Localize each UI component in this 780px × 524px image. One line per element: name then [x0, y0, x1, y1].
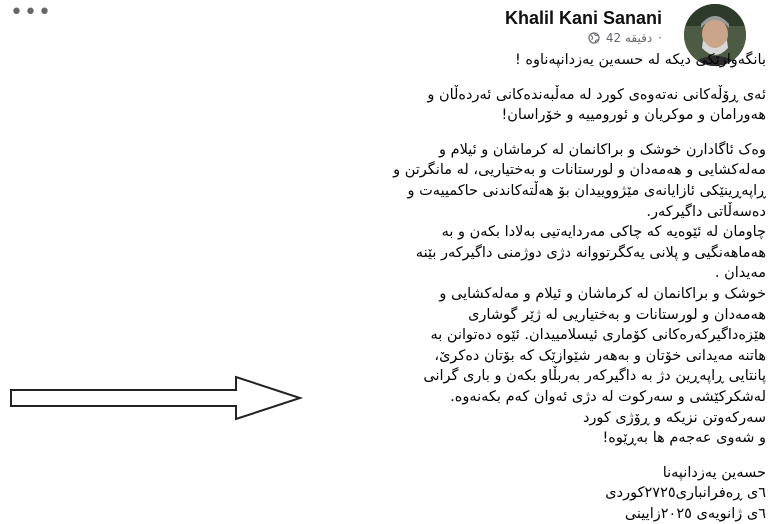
post-line: سەرکەوتن نزیکە و ڕۆژی کورد: [582, 409, 766, 426]
post-line: خوشک و براکانمان لە کرماشان و ئیلام و مەلەکشایی و: [439, 285, 766, 302]
post-date-gregorian: ٦ی ژانویەی ٢٠٢٥زایینی: [624, 505, 766, 522]
post-line: مەیدان .: [714, 265, 766, 282]
post-line: هێزەداگیرکەرەکانی کۆماری ئیسلامییدان. ئێوە دەتوانن بە: [430, 327, 766, 344]
post-line: هەمەدان و لورستانات و بەختیاریی لە ژێر گوشاری: [468, 306, 766, 323]
globe-icon: [588, 32, 600, 44]
post-line: هەورامان و موکریان و ئورومییە و خۆراسان!: [501, 107, 766, 124]
meta-dot: ·: [658, 31, 662, 45]
post-line: چاومان لە ئێوەیە کە چاکی مەردایەتیی بەلادا بکەن و بە: [441, 224, 766, 241]
post-line: پانتایی ڕاپەڕین دژ بە داگیرکەر بەربڵاو بکەن و باری گرانی: [423, 368, 766, 385]
post-date-kurdish: ٦ی ڕەفرانباری٢٧٢٥کوردی: [605, 485, 766, 502]
post-line: لەشکرکێشی و سەرکوت لە دژی ئەوان کەم بکەنەوە.: [450, 388, 766, 405]
post-line: وەک ئاگادارن خوشک و براکانمان لە کرماشان و ئیلام و: [439, 141, 766, 158]
post-line: بانگەوازێکی دیکە لە حسەین یەزدانپەناوە !: [514, 52, 766, 68]
post-line: مەلەکشایی و هەمەدان و لورستانات و بەختیاریی، لە مانگرتن و: [393, 162, 766, 179]
post-line: و شەوی عەجەم ها بەڕێوە!: [602, 430, 766, 447]
arrow-right-icon: [8, 373, 308, 423]
post-time[interactable]: دقیقە 42: [605, 31, 653, 45]
post-line: ڕاپەڕینێکی ئازایانەی مێژووییدان بۆ هەڵتەکاندنی حاکمییەت و: [407, 182, 766, 199]
author-name[interactable]: Khalil Kani Sanani: [504, 8, 662, 28]
post-line: هاتنە مەیدانی خۆتان و بەهەر شێوازێک کە بۆتان دەکرێ،: [434, 347, 766, 364]
post-line: هەماهەنگیی و پلانی یەکگرتووانە دژی دوژمنی داگیرکەر بێنە: [415, 244, 766, 261]
more-options-button[interactable]: •••: [10, 0, 52, 25]
post-line: دەسەڵاتی داگیرکەر.: [646, 203, 766, 220]
post-signature: حسەین یەزدانپەنا: [662, 464, 766, 481]
post-line: ئەی ڕۆڵەکانی نەتەوەی کورد لە مەڵبەندەکانی ئەردەڵان و: [427, 86, 766, 103]
post-meta: [588, 31, 662, 45]
